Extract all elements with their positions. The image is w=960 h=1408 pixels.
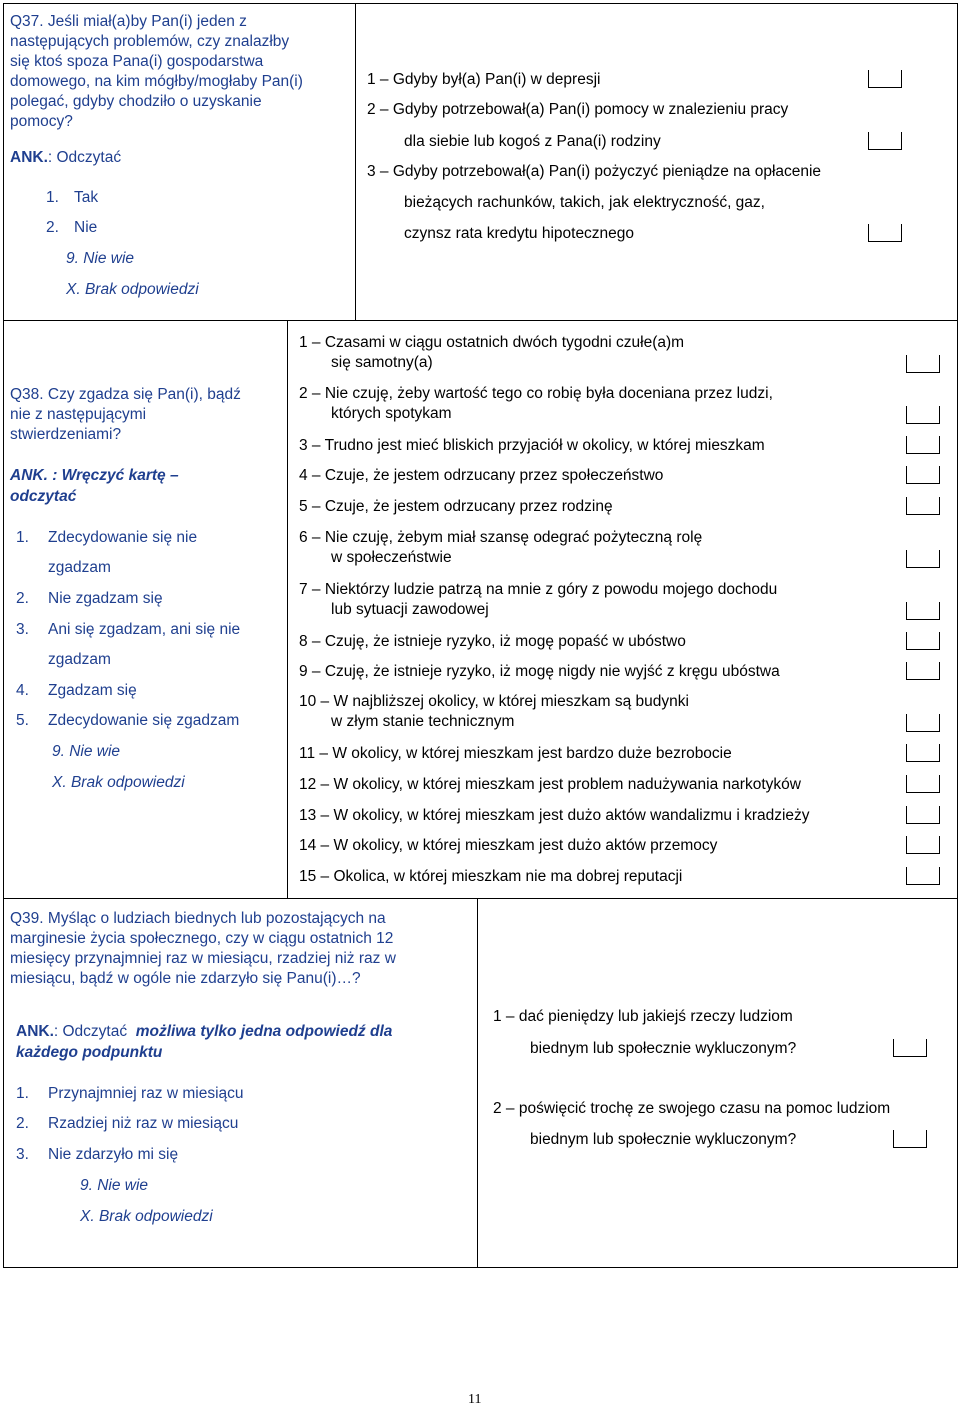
q37-answer-box-3[interactable]	[868, 224, 902, 242]
q38-statement: 10 – W najbliższej okolicy, w której mieszkam są budynki	[299, 693, 689, 710]
q38-answer-box[interactable]	[906, 632, 940, 650]
q37-dont-know: 9. Nie wie	[66, 250, 135, 267]
q37-question-line: pomocy?	[10, 113, 73, 130]
q38-option-label: Ani się zgadzam, ani się nie	[48, 621, 241, 638]
q38-option-num: 1.	[16, 529, 29, 546]
q38-option-label: Nie zgadzam się	[48, 590, 163, 607]
q38-statement: 9 – Czuję, że istnieje ryzyko, iż mogę nigdy nie wyjść z kręgu ubóstwa	[299, 663, 780, 680]
q39-option-label: Rzadziej niż raz w miesiącu	[48, 1115, 239, 1132]
q37-option	[46, 188, 98, 208]
q38-question-line: Q38. Czy zgadza się Pan(i), bądź	[10, 386, 241, 403]
q39-option-label: Nie zdarzyło mi się	[48, 1146, 179, 1163]
q38-statement-cont: się samotny(a)	[331, 354, 433, 371]
q38-statement-cont: lub sytuacji zawodowej	[331, 601, 489, 618]
q37-question-line: domowego, na kim mógłby/mogłaby Pan(i)	[10, 73, 303, 90]
q38-option	[16, 711, 239, 731]
q38-option-label: Zdecydowanie się zgadzam	[48, 712, 240, 729]
q38-option-label: Zdecydowanie się nie	[48, 529, 198, 546]
q38-option	[16, 528, 197, 548]
q38-statement: 3 – Trudno jest mieć bliskich przyjaciół w okolicy, w której mieszkam	[299, 437, 765, 454]
q38-answer-box[interactable]	[906, 436, 940, 454]
q38-statement-cont: których spotykam	[331, 405, 452, 422]
q39-ank-label: ANK.	[16, 1023, 54, 1040]
q38-answer-box[interactable]	[906, 836, 940, 854]
q37-item-2-cont: dla siebie lub kogoś z Pana(i) rodziny	[404, 133, 661, 150]
divider-q39-col	[477, 898, 478, 1268]
q38-option-cont: zgadzam	[48, 651, 111, 668]
q37-question-line: Q37. Jeśli miał(a)by Pan(i) jeden z	[10, 13, 247, 30]
q38-statement: 13 – W okolicy, w której mieszkam jest dużo aktów wandalizmu i kradzieży	[299, 807, 810, 824]
q38-answer-box[interactable]	[906, 744, 940, 762]
q37-item-1: 1 – Gdyby był(a) Pan(i) w depresji	[367, 71, 601, 88]
q38-statement: 11 – W okolicy, w której mieszkam jest bardzo duże bezrobocie	[299, 745, 732, 762]
q38-answer-box[interactable]	[906, 806, 940, 824]
q37-item-3: 3 – Gdyby potrzebował(a) Pan(i) pożyczyć pieniądze na opłacenie	[367, 163, 822, 180]
q37-option-num: 2.	[46, 219, 59, 236]
q37-item-3-cont: czynsz rata kredytu hipotecznego	[404, 225, 635, 242]
q38-question-line: stwierdzeniami?	[10, 426, 122, 443]
q38-answer-box[interactable]	[906, 602, 940, 620]
q37-answer-box-2[interactable]	[868, 132, 902, 150]
q38-statement: 2 – Nie czuję, żeby wartość tego co robię była doceniana przez ludzi,	[299, 385, 773, 402]
q39-dont-know: 9. Nie wie	[80, 1177, 149, 1194]
q38-statement: 15 – Okolica, w której mieszkam nie ma dobrej reputacji	[299, 868, 683, 885]
q38-option	[16, 620, 240, 640]
q38-answer-box[interactable]	[906, 466, 940, 484]
q38-answer-box[interactable]	[906, 775, 940, 793]
divider-q38-q39	[3, 898, 958, 899]
q39-question-line: marginesie życia społecznego, czy w ciągu ostatnich 12	[10, 930, 394, 947]
q39-question-line: miesiącu, bądź w ogóle nie zdarzyło się Panu(i)…?	[10, 970, 361, 987]
q38-statement: 8 – Czuję, że istnieje ryzyko, iż mogę popaść w ubóstwo	[299, 633, 686, 650]
q37-answer-box-1[interactable]	[868, 70, 902, 88]
q38-answer-box[interactable]	[906, 714, 940, 732]
q39-question-line: miesięcy przynajmniej raz w miesiącu, rzadziej niż raz w	[10, 950, 396, 967]
q39-item-2-cont: biednym lub społecznie wykluczonym?	[530, 1131, 797, 1148]
q38-statement: 12 – W okolicy, w której mieszkam jest problem nadużywania narkotyków	[299, 776, 801, 793]
q38-answer-box[interactable]	[906, 406, 940, 424]
q38-instruction: ANK. : Wręczyć kartę –	[10, 467, 179, 484]
q38-statement: 4 – Czuje, że jestem odrzucany przez społeczeństwo	[299, 467, 664, 484]
divider-q38-col	[287, 320, 288, 899]
q39-no-answer: X. Brak odpowiedzi	[80, 1208, 213, 1225]
q38-option-num: 5.	[16, 712, 29, 729]
q38-option	[16, 681, 137, 701]
q38-statement: 5 – Czuje, że jestem odrzucany przez rodzinę	[299, 498, 613, 515]
q38-option-num: 3.	[16, 621, 29, 638]
q38-option-num: 4.	[16, 682, 29, 699]
q37-item-3-cont: bieżących rachunków, takich, jak elektryczność, gaz,	[404, 194, 765, 211]
q38-no-answer: X. Brak odpowiedzi	[52, 774, 185, 791]
q39-question-line: Q39. Myśląc o ludziach biednych lub pozostających na	[10, 910, 386, 927]
divider-q37-col	[355, 3, 356, 321]
q37-option-label: Tak	[74, 189, 99, 206]
q37-question-line: się ktoś spoza Pana(i) gospodarstwa	[10, 53, 264, 70]
q39-option-num: 1.	[16, 1085, 29, 1102]
q39-answer-box-2[interactable]	[893, 1130, 927, 1148]
q38-option-num: 2.	[16, 590, 29, 607]
q38-option-cont: zgadzam	[48, 559, 111, 576]
q39-option	[16, 1084, 244, 1104]
q37-question-line: polegać, gdyby chodziło o uzyskanie	[10, 93, 262, 110]
q38-statement: 6 – Nie czuję, żebym miał szansę odegrać pożyteczną rolę	[299, 529, 703, 546]
q37-option-label: Nie	[74, 219, 98, 236]
q39-option	[16, 1145, 178, 1165]
q38-answer-box[interactable]	[906, 355, 940, 373]
q39-ank-emph: możliwa tylko jedna odpowiedź dla	[135, 1023, 393, 1040]
q37-item-2: 2 – Gdyby potrzebował(a) Pan(i) pomocy w znalezieniu pracy	[367, 101, 789, 118]
q39-item-2: 2 – poświęcić trochę ze swojego czasu na pomoc ludziom	[493, 1100, 891, 1117]
q39-option-num: 2.	[16, 1115, 29, 1132]
q38-question-line: nie z następującymi	[10, 406, 147, 423]
q38-statement-cont: w społeczeństwie	[331, 549, 452, 566]
divider-q37-q38	[3, 320, 958, 321]
q39-instruction	[16, 1022, 392, 1042]
q39-instruction-cont: każdego podpunktu	[16, 1044, 163, 1061]
q38-answer-box[interactable]	[906, 867, 940, 885]
q38-answer-box[interactable]	[906, 662, 940, 680]
q38-statement: 14 – W okolicy, w której mieszkam jest dużo aktów przemocy	[299, 837, 718, 854]
q38-option	[16, 589, 163, 609]
q38-statement: 7 – Niektórzy ludzie patrzą na mnie z góry z powodu mojego dochodu	[299, 581, 778, 598]
q39-option-num: 3.	[16, 1146, 29, 1163]
q38-dont-know: 9. Nie wie	[52, 743, 121, 760]
q37-no-answer: X. Brak odpowiedzi	[66, 281, 199, 298]
q38-option-label: Zgadzam się	[48, 682, 137, 699]
q37-question-line: następujących problemów, czy znalazłby	[10, 33, 290, 50]
q37-ank-label: ANK.	[10, 149, 48, 166]
q39-item-1: 1 – dać pieniędzy lub jakiejś rzeczy ludziom	[493, 1008, 793, 1025]
q39-answer-box-1[interactable]	[893, 1039, 927, 1057]
q37-option-num: 1.	[46, 189, 59, 206]
q37-instruction	[10, 148, 121, 168]
q37-option	[46, 218, 97, 238]
q38-answer-box[interactable]	[906, 550, 940, 568]
q39-item-1-cont: biednym lub społecznie wykluczonym?	[530, 1040, 797, 1057]
q38-instruction-cont: odczytać	[10, 488, 77, 505]
q37-ank-text: : Odczytać	[47, 149, 122, 166]
q39-option	[16, 1114, 238, 1134]
q38-answer-box[interactable]	[906, 497, 940, 515]
q38-statement: 1 – Czasami w ciągu ostatnich dwóch tygodni czułe(a)m	[299, 334, 685, 351]
q39-ank-text: : Odczytać	[53, 1023, 128, 1040]
q38-statement-cont: w złym stanie technicznym	[331, 713, 515, 730]
q39-option-label: Przynajmniej raz w miesiącu	[48, 1085, 244, 1102]
page-number: 11	[468, 1392, 482, 1407]
